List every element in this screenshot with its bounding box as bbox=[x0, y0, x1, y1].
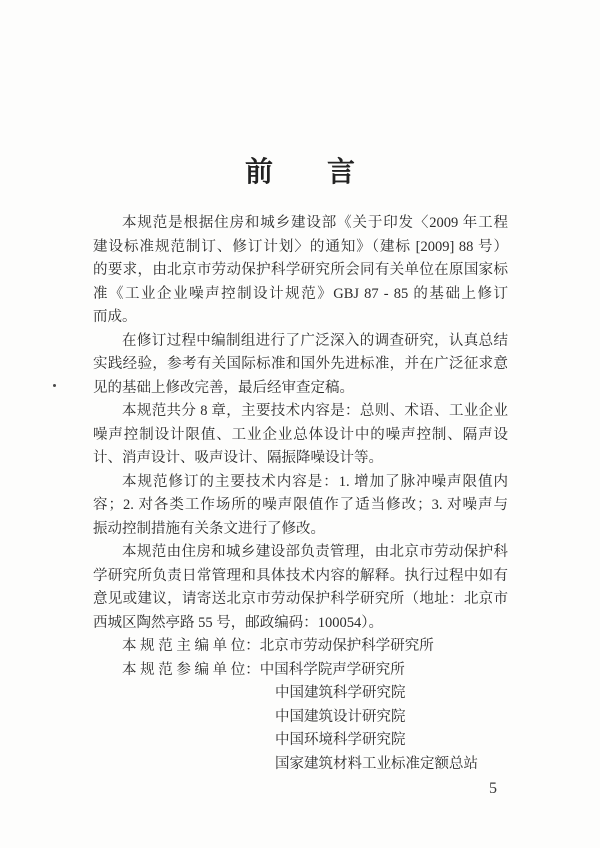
text-line: 噪声控制设计限值、工业企业总体设计中的噪声控制、隔声设 bbox=[93, 426, 508, 443]
page-title-char-left: 前 bbox=[244, 157, 273, 188]
text-line: 西城区陶然亭路 55 号，邮政编码：100054）。 bbox=[93, 614, 383, 631]
co-editor-item: 中国建筑设计研究院 bbox=[275, 708, 406, 725]
text-line: 本规范由住房和城乡建设部负责管理，由北京市劳动保护科 bbox=[122, 544, 508, 560]
text-line: 准《工业企业噪声控制设计规范》GBJ 87 - 85 的基础上修订 bbox=[93, 285, 508, 302]
text-line: 学研究所负责日常管理和具体技术内容的解释。执行过程中如有 bbox=[93, 567, 508, 584]
co-editor-value: 中国科学院声学研究所 bbox=[259, 661, 405, 678]
text-line: 计、消声设计、吸声设计、隔振降噪设计等。 bbox=[93, 450, 383, 466]
co-editor-item: 国家建筑材料工业标准定额总站 bbox=[275, 755, 478, 772]
chief-editor-label: 本 规 范 主 编 单 位： bbox=[122, 638, 260, 654]
chief-editor-line bbox=[93, 635, 508, 659]
text-line: 本规范修订的主要技术内容是：1. 增加了脉冲噪声限值内 bbox=[122, 473, 508, 490]
text-line: 而成。 bbox=[93, 309, 137, 325]
text-line: 振动控制措施有关条文进行了修改。 bbox=[93, 520, 325, 537]
text-line: 建设标准规范制订、修订计划〉的通知》（建标 [2009] 88 号） bbox=[93, 238, 508, 255]
text-line: 在修订过程中编制组进行了广泛深入的调查研究，认真总结 bbox=[122, 332, 508, 349]
text-line: 容；2. 对各类工作场所的噪声限值作了适当修改；3. 对噪声与 bbox=[93, 497, 508, 513]
co-editor-label: 本 规 范 参 编 单 位： bbox=[122, 661, 260, 678]
co-editor-item: 中国环境科学研究院 bbox=[275, 732, 406, 748]
chief-editor-value: 北京市劳动保护科学研究所 bbox=[259, 638, 434, 654]
co-editor-item: 中国建筑科学研究院 bbox=[275, 685, 406, 701]
text-line: 意见或建议，请寄送北京市劳动保护科学研究所（地址：北京市 bbox=[93, 591, 508, 607]
text-line: 实践经验，参考有关国际标准和国外先进标准，并在广泛征求意 bbox=[93, 356, 508, 372]
text-line: 本规范共分 8 章，主要技术内容是：总则、术语、工业企业 bbox=[122, 403, 508, 419]
text-line: 本规范是根据住房和城乡建设部《关于印发〈2009 年工程 bbox=[122, 215, 508, 231]
body-text bbox=[93, 212, 508, 776]
text-line: 的要求，由北京市劳动保护科学研究所会同有关单位在原国家标 bbox=[93, 262, 508, 278]
page-title bbox=[0, 150, 600, 190]
page-number: 5 bbox=[489, 780, 497, 797]
co-editor-line bbox=[93, 659, 508, 683]
text-line: 见的基础上修改完善，最后经审查定稿。 bbox=[93, 379, 354, 396]
page-title-char-right: 言 bbox=[327, 157, 356, 188]
scan-speck-artifact bbox=[53, 384, 56, 387]
